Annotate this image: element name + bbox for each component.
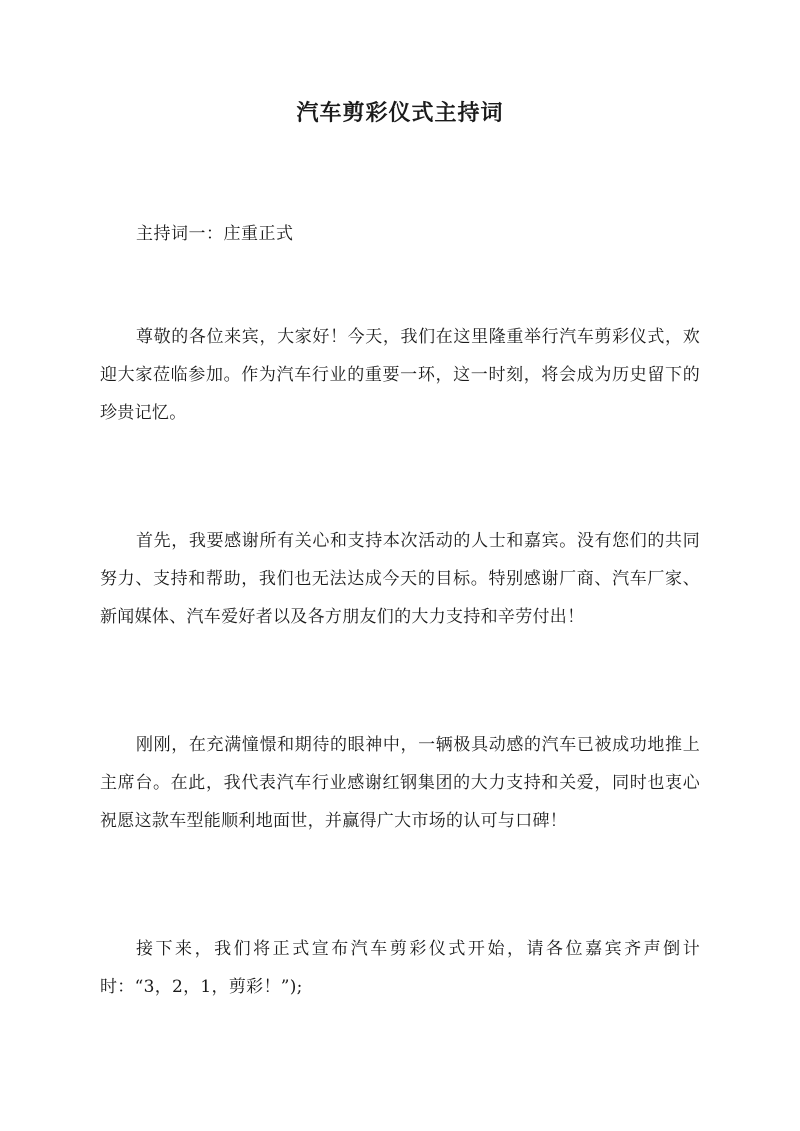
paragraph-2: 首先，我要感谢所有关心和支持本次活动的人士和嘉宾。没有您们的共同努力、支持和帮助，我们也无法达成今天的目标。特别感谢厂商、汽车厂家、新闻媒体、汽车爱好者以及各方朋友们的大力支持和辛劳付出！	[100, 531, 700, 627]
paragraph-3: 刚刚，在充满憧憬和期待的眼神中，一辆极具动感的汽车已被成功地推上主席台。在此，我代表汽车行业感谢红钢集团的大力支持和关爱，同时也衷心祝愿这款车型能顺利地面世，并赢得广大市场的认可与口碑！	[100, 735, 700, 831]
paragraph-1: 尊敬的各位来宾，大家好！今天，我们在这里隆重举行汽车剪彩仪式，欢迎大家莅临参加。作为汽车行业的重要一环，这一时刻，将会成为历史留下的珍贵记忆。	[100, 327, 700, 423]
document-title: 汽车剪彩仪式主持词	[296, 100, 504, 126]
section-heading: 主持词一：庄重正式	[136, 224, 294, 244]
paragraph-4: 接下来，我们将正式宣布汽车剪彩仪式开始，请各位嘉宾齐声倒计时：“3，2，1，剪彩！”);	[100, 939, 700, 997]
